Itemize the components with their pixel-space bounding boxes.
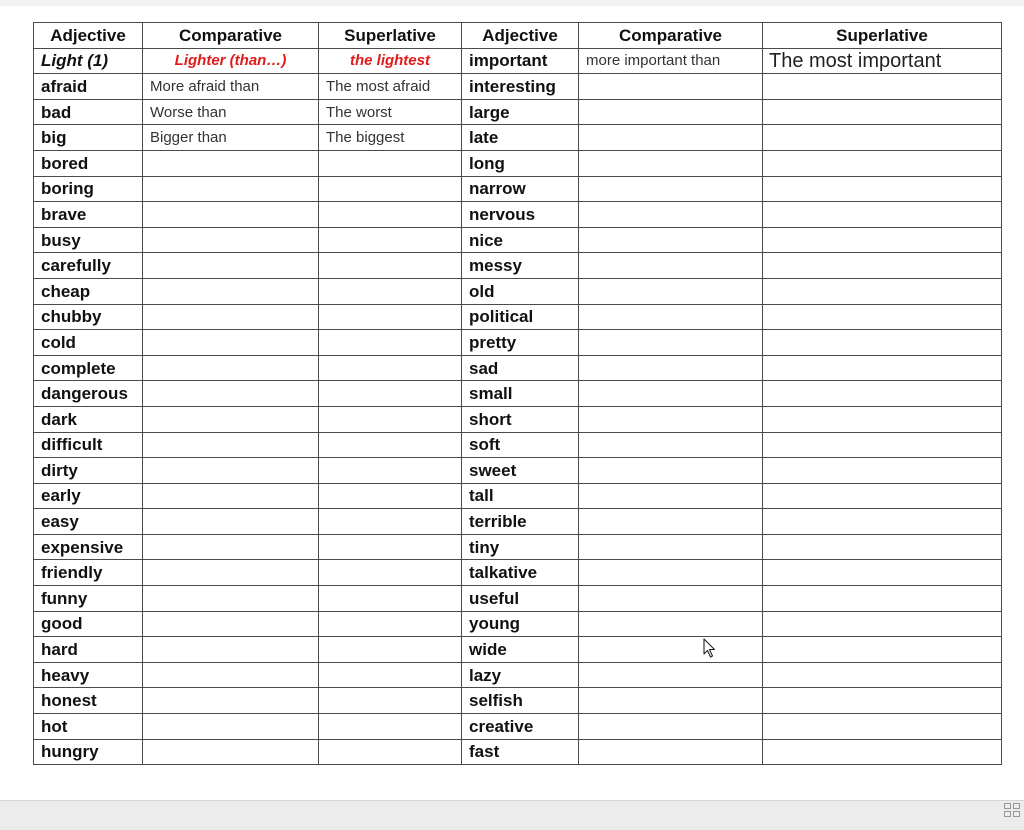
table-row	[34, 688, 1002, 714]
comparative-cell[interactable]	[579, 74, 763, 100]
table-row	[34, 483, 1002, 509]
superlative-cell[interactable]	[319, 688, 462, 714]
worksheet	[33, 22, 1002, 798]
comparative-cell[interactable]	[143, 662, 319, 688]
table-row	[34, 586, 1002, 612]
superlative-cell[interactable]	[763, 739, 1002, 765]
superlative-cell[interactable]	[763, 330, 1002, 356]
superlative-cell[interactable]	[763, 458, 1002, 484]
superlative-cell[interactable]	[319, 483, 462, 509]
header-adjective: Adjective	[34, 23, 143, 49]
adjective-cell: short	[462, 406, 579, 432]
superlative-cell[interactable]	[763, 125, 1002, 151]
adjective-cell: easy	[34, 509, 143, 535]
superlative-cell[interactable]: The biggest	[319, 125, 462, 151]
superlative-cell[interactable]	[319, 176, 462, 202]
comparative-cell[interactable]	[143, 150, 319, 176]
superlative-cell[interactable]	[763, 176, 1002, 202]
status-bar	[0, 800, 1024, 830]
comparative-cell[interactable]	[579, 534, 763, 560]
superlative-cell[interactable]	[763, 227, 1002, 253]
superlative-cell[interactable]	[319, 278, 462, 304]
table-row	[34, 458, 1002, 484]
table-row	[34, 278, 1002, 304]
mouse-pointer-icon	[703, 638, 717, 658]
superlative-cell[interactable]	[319, 534, 462, 560]
table-row	[34, 253, 1002, 279]
comparative-cell[interactable]	[143, 432, 319, 458]
header-adjective: Adjective	[462, 23, 579, 49]
adjective-cell: difficult	[34, 432, 143, 458]
comparative-cell[interactable]	[579, 611, 763, 637]
table-row	[34, 202, 1002, 228]
table-row	[34, 74, 1002, 100]
superlative-cell[interactable]	[319, 355, 462, 381]
superlative-cell[interactable]	[763, 560, 1002, 586]
comparative-cell[interactable]	[579, 227, 763, 253]
adjective-cell: hungry	[34, 739, 143, 765]
comparative-cell[interactable]	[143, 611, 319, 637]
adjective-cell: soft	[462, 432, 579, 458]
superlative-cell[interactable]	[319, 586, 462, 612]
comparative-cell[interactable]	[579, 176, 763, 202]
adjective-cell: young	[462, 611, 579, 637]
comparative-cell[interactable]	[579, 355, 763, 381]
comparative-cell[interactable]	[143, 534, 319, 560]
superlative-cell[interactable]	[763, 483, 1002, 509]
superlative-cell[interactable]	[319, 150, 462, 176]
adjective-cell: useful	[462, 586, 579, 612]
table-row	[34, 381, 1002, 407]
table-row	[34, 150, 1002, 176]
superlative-cell[interactable]	[763, 355, 1002, 381]
adjective-cell: heavy	[34, 662, 143, 688]
adjective-cell: bored	[34, 150, 143, 176]
superlative-cell[interactable]: the lightest	[319, 48, 462, 74]
table-row	[34, 304, 1002, 330]
superlative-cell[interactable]	[319, 611, 462, 637]
header-superlative: Superlative	[763, 23, 1002, 49]
superlative-cell[interactable]	[319, 662, 462, 688]
adjective-cell: expensive	[34, 534, 143, 560]
superlative-cell[interactable]	[319, 202, 462, 228]
comparative-cell[interactable]	[579, 381, 763, 407]
adjective-cell: large	[462, 99, 579, 125]
adjective-cell: funny	[34, 586, 143, 612]
adjective-cell: hard	[34, 637, 143, 663]
comparative-cell[interactable]	[143, 253, 319, 279]
header-comparative: Comparative	[143, 23, 319, 49]
adjective-cell: cold	[34, 330, 143, 356]
comparative-cell[interactable]	[143, 637, 319, 663]
superlative-cell[interactable]	[763, 509, 1002, 535]
comparative-cell[interactable]	[579, 330, 763, 356]
comparative-cell[interactable]: Lighter (than…)	[143, 48, 319, 74]
comparative-cell[interactable]	[579, 278, 763, 304]
table-row	[34, 227, 1002, 253]
superlative-cell[interactable]	[319, 432, 462, 458]
adjective-cell: good	[34, 611, 143, 637]
table-row	[34, 432, 1002, 458]
adjective-cell: talkative	[462, 560, 579, 586]
superlative-cell[interactable]	[763, 278, 1002, 304]
superlative-cell[interactable]	[763, 406, 1002, 432]
header-row	[34, 23, 1002, 49]
adjective-cell: terrible	[462, 509, 579, 535]
adjective-cell: honest	[34, 688, 143, 714]
table-row	[34, 637, 1002, 663]
comparative-cell[interactable]	[143, 739, 319, 765]
comparative-cell[interactable]	[143, 688, 319, 714]
adjective-cell: dangerous	[34, 381, 143, 407]
superlative-cell[interactable]: The most afraid	[319, 74, 462, 100]
adjective-cell: hot	[34, 714, 143, 740]
adjective-cell: chubby	[34, 304, 143, 330]
comparative-cell[interactable]	[143, 278, 319, 304]
superlative-cell[interactable]	[319, 406, 462, 432]
superlative-cell[interactable]	[319, 330, 462, 356]
comparative-cell[interactable]	[579, 688, 763, 714]
adjective-cell: interesting	[462, 74, 579, 100]
superlative-cell[interactable]	[319, 381, 462, 407]
adjective-cell: pretty	[462, 330, 579, 356]
comparative-cell[interactable]	[143, 406, 319, 432]
comparative-cell[interactable]	[579, 202, 763, 228]
comparative-cell[interactable]	[143, 509, 319, 535]
superlative-cell[interactable]	[763, 202, 1002, 228]
superlative-cell[interactable]	[763, 714, 1002, 740]
adjective-cell: nervous	[462, 202, 579, 228]
adjective-cell: messy	[462, 253, 579, 279]
adjective-cell: dirty	[34, 458, 143, 484]
superlative-cell[interactable]	[763, 611, 1002, 637]
superlative-cell[interactable]	[763, 304, 1002, 330]
table-row	[34, 355, 1002, 381]
adjective-cell: dark	[34, 406, 143, 432]
adjective-cell: tall	[462, 483, 579, 509]
superlative-cell[interactable]	[763, 381, 1002, 407]
table-row	[34, 99, 1002, 125]
table-row	[34, 406, 1002, 432]
comparative-cell[interactable]	[143, 227, 319, 253]
superlative-cell[interactable]	[319, 509, 462, 535]
adjective-cell: tiny	[462, 534, 579, 560]
superlative-cell[interactable]: The worst	[319, 99, 462, 125]
superlative-cell[interactable]	[319, 227, 462, 253]
adjective-cell: friendly	[34, 560, 143, 586]
comparative-cell[interactable]	[143, 202, 319, 228]
superlative-cell[interactable]	[763, 432, 1002, 458]
table-row	[34, 534, 1002, 560]
adjective-cell: important	[462, 48, 579, 74]
header-comparative: Comparative	[579, 23, 763, 49]
superlative-cell[interactable]	[763, 99, 1002, 125]
adjective-table	[33, 22, 1002, 765]
superlative-cell[interactable]	[763, 586, 1002, 612]
adjective-cell: brave	[34, 202, 143, 228]
superlative-cell[interactable]	[319, 739, 462, 765]
adjective-cell: wide	[462, 637, 579, 663]
adjective-cell: big	[34, 125, 143, 151]
comparative-cell[interactable]	[579, 406, 763, 432]
adjective-cell: fast	[462, 739, 579, 765]
adjective-cell: early	[34, 483, 143, 509]
adjective-cell: carefully	[34, 253, 143, 279]
comparative-cell[interactable]	[579, 739, 763, 765]
comparative-cell[interactable]	[579, 483, 763, 509]
comparative-cell[interactable]	[579, 662, 763, 688]
adjective-cell: small	[462, 381, 579, 407]
comparative-cell[interactable]	[579, 125, 763, 151]
comparative-cell[interactable]	[579, 714, 763, 740]
adjective-cell: cheap	[34, 278, 143, 304]
comparative-cell[interactable]: more important than	[579, 48, 763, 74]
comparative-cell[interactable]	[143, 330, 319, 356]
table-row	[34, 662, 1002, 688]
adjective-cell: complete	[34, 355, 143, 381]
comparative-cell[interactable]	[579, 253, 763, 279]
adjective-cell: bad	[34, 99, 143, 125]
comparative-cell[interactable]	[579, 637, 763, 663]
table-row	[34, 176, 1002, 202]
superlative-cell[interactable]	[763, 74, 1002, 100]
adjective-cell: boring	[34, 176, 143, 202]
comparative-cell[interactable]	[579, 99, 763, 125]
comparative-cell[interactable]	[143, 586, 319, 612]
comparative-cell[interactable]	[579, 509, 763, 535]
adjective-cell: busy	[34, 227, 143, 253]
adjective-cell: creative	[462, 714, 579, 740]
superlative-cell[interactable]	[763, 688, 1002, 714]
comparative-cell[interactable]: Bigger than	[143, 125, 319, 151]
table-row	[34, 48, 1002, 74]
superlative-cell[interactable]	[319, 458, 462, 484]
comparative-cell[interactable]	[579, 458, 763, 484]
table-row	[34, 509, 1002, 535]
adjective-cell: afraid	[34, 74, 143, 100]
adjective-cell: lazy	[462, 662, 579, 688]
superlative-cell[interactable]	[319, 253, 462, 279]
adjective-cell: old	[462, 278, 579, 304]
adjective-cell: narrow	[462, 176, 579, 202]
adjective-cell: long	[462, 150, 579, 176]
superlative-cell[interactable]	[763, 662, 1002, 688]
superlative-cell[interactable]	[319, 560, 462, 586]
superlative-cell[interactable]	[763, 534, 1002, 560]
comparative-cell[interactable]	[579, 150, 763, 176]
adjective-cell: sweet	[462, 458, 579, 484]
comparative-cell[interactable]: More afraid than	[143, 74, 319, 100]
comparative-cell[interactable]	[143, 560, 319, 586]
header-superlative: Superlative	[319, 23, 462, 49]
table-row	[34, 611, 1002, 637]
superlative-cell[interactable]	[319, 714, 462, 740]
comparative-cell[interactable]: Worse than	[143, 99, 319, 125]
adjective-cell: selfish	[462, 688, 579, 714]
adjective-cell: late	[462, 125, 579, 151]
adjective-cell: Light (1)	[34, 48, 143, 74]
comparative-cell[interactable]	[143, 355, 319, 381]
comparative-cell[interactable]	[579, 432, 763, 458]
table-row	[34, 330, 1002, 356]
superlative-cell[interactable]	[763, 253, 1002, 279]
adjective-cell: nice	[462, 227, 579, 253]
comparative-cell[interactable]	[143, 458, 319, 484]
superlative-cell[interactable]	[319, 304, 462, 330]
comparative-cell[interactable]	[143, 714, 319, 740]
table-row	[34, 125, 1002, 151]
table-row	[34, 714, 1002, 740]
adjective-cell: political	[462, 304, 579, 330]
top-edge	[0, 0, 1024, 6]
superlative-cell[interactable]: The most important	[763, 48, 1002, 74]
superlative-cell[interactable]	[763, 150, 1002, 176]
comparative-cell[interactable]	[143, 304, 319, 330]
table-row	[34, 739, 1002, 765]
comparative-cell[interactable]	[579, 304, 763, 330]
grid-view-icon[interactable]	[1004, 803, 1020, 817]
table-row	[34, 560, 1002, 586]
comparative-cell[interactable]	[579, 560, 763, 586]
adjective-cell: sad	[462, 355, 579, 381]
superlative-cell[interactable]	[763, 637, 1002, 663]
comparative-cell[interactable]	[579, 586, 763, 612]
comparative-cell[interactable]	[143, 176, 319, 202]
superlative-cell[interactable]	[319, 637, 462, 663]
comparative-cell[interactable]	[143, 381, 319, 407]
comparative-cell[interactable]	[143, 483, 319, 509]
